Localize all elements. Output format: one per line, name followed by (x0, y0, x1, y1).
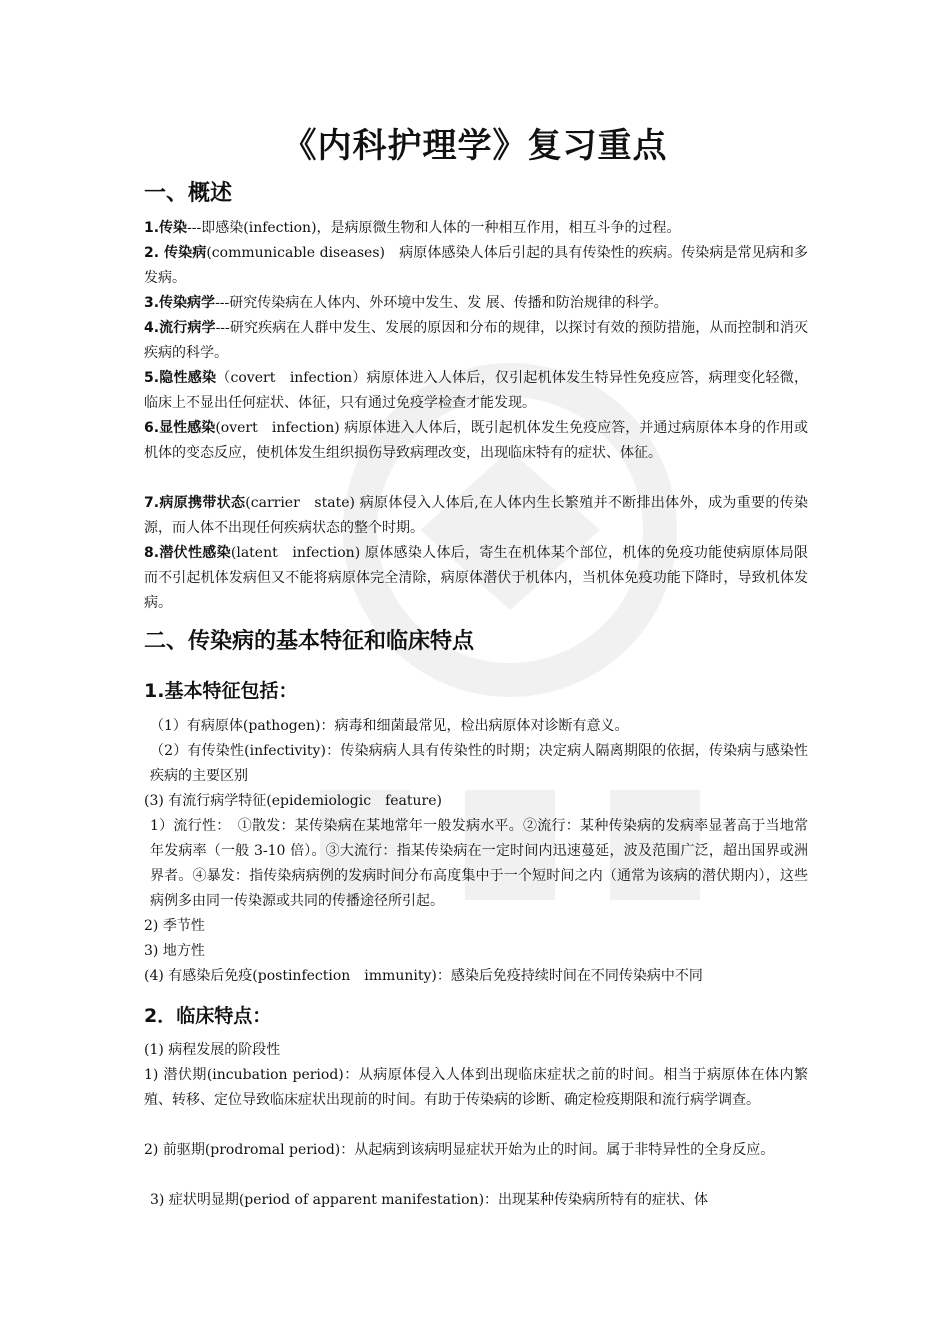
definition-term: 1.传染 (144, 220, 188, 236)
definition-text: ---研究传染病在人体内、外环境中发生、发 展、传播和防治规律的科学。 (215, 295, 668, 311)
definition-term: 4.流行病学 (144, 320, 216, 336)
section-1-heading: 一、概述 (144, 181, 233, 206)
definition-text: ---即感染(infection)，是病原微生物和人体的一种相互作用，相互斗争的过程。 (187, 220, 681, 236)
definition-item (144, 291, 808, 316)
definition-text: (overt infection) 病原体进入人体后，既引起机体发生免疫应答，并通过病原体本身的作用或机体的变态反应，使机体发生组织损伤导致病理改变，出现临床特有的症状、体征。 (144, 420, 808, 461)
subsection-2-heading: 2．临床特点： (144, 1005, 272, 1027)
definition-text: (communicable diseases) 病原体感染人体后引起的具有传染性的疾病。传染病是常见病和多发病。 (144, 245, 808, 286)
subsection-1-heading: 1.基本特征包括： (144, 680, 298, 702)
definition-term: 3.传染病学 (144, 295, 216, 311)
definition-term: 7.病原携带状态 (144, 495, 246, 511)
list-item: (3) 有流行病学特征(epidemiologic feature) (144, 793, 442, 809)
definition-term: 8.潜伏性感染 (144, 545, 231, 561)
list-item: 3) 症状明显期(period of apparent manifestation)：出现某种传染病所特有的症状、体 (150, 1192, 709, 1208)
section-2-heading: 二、传染病的基本特征和临床特点 (144, 629, 475, 654)
definition-term: 5.隐性感染 (144, 370, 217, 386)
list-item: （1）有病原体(pathogen)：病毒和细菌最常见，检出病原体对诊断有意义。 (150, 718, 629, 734)
list-item: 3) 地方性 (144, 943, 205, 959)
list-item: 1）流行性： ①散发：某传染病在某地常年一般发病水平。②流行：某种传染病的发病率显著高于当地常年发病率（一般 3-10 倍）。③大流行：指某传染病在一定时间内迅速蔓延，波及范围广泛，超出国界或洲界者。④暴发：指传染病病例的发病时间分布高度集中于一个短时间之内（通常为该病的潜伏期内），这些病例多由同一传染源或共同的传播途径所引起。 (150, 818, 808, 909)
definition-term: 2. 传染病 (144, 245, 207, 261)
definition-item (144, 416, 808, 466)
list-item: (1) 病程发展的阶段性 (144, 1042, 281, 1058)
definition-item (144, 366, 808, 416)
list-item: 1) 潜伏期(incubation period)：从病原体侵入人体到出现临床症状之前的时间。相当于病原体在体内繁殖、转移、定位导致临床症状出现前的时间。有助于传染病的诊断、确定检疫期限和流行病学调查。 (144, 1067, 808, 1108)
document-title: 《内科护理学》复习重点 (282, 126, 668, 166)
list-item: 2) 前驱期(prodromal period)：从起病到该病明显症状开始为止的时间。属于非特异性的全身反应。 (144, 1142, 775, 1158)
definition-text: ---研究疾病在人群中发生、发展的原因和分布的规律，以探讨有效的预防措施，从而控制和消灭疾病的科学。 (144, 320, 808, 361)
definition-text: (carrier state) 病原体侵入人体后,在人体内生长繁殖并不断排出体外，成为重要的传染源，而人体不出现任何疾病状态的整个时期。 (144, 495, 809, 536)
definition-text: （covert infection）病原体进入人体后，仅引起机体发生特异性免疫应答，病理变化轻微，临床上不显出任何症状、体征，只有通过免疫学检查才能发现。 (144, 370, 808, 411)
list-item: 2) 季节性 (144, 918, 205, 934)
definition-term: 6.显性感染 (144, 420, 216, 436)
definition-item (144, 316, 808, 366)
definition-text: (latent infection) 原体感染人体后，寄生在机体某个部位，机体的免疫功能使病原体局限而不引起机体发病但又不能将病原体完全清除，病原体潜伏于机体内，当机体免疫功能下降时，导致机体发病。 (144, 545, 808, 611)
list-item: (4) 有感染后免疫(postinfection immunity)：感染后免疫持续时间在不同传染病中不同 (144, 968, 703, 984)
definition-item (144, 491, 808, 541)
definition-item (144, 216, 808, 241)
definition-item (144, 541, 808, 616)
definition-item (144, 241, 808, 291)
list-item: （2）有传染性(infectivity)：传染病病人具有传染性的时期；决定病人隔离期限的依据，传染病与感染性疾病的主要区别 (150, 743, 808, 784)
